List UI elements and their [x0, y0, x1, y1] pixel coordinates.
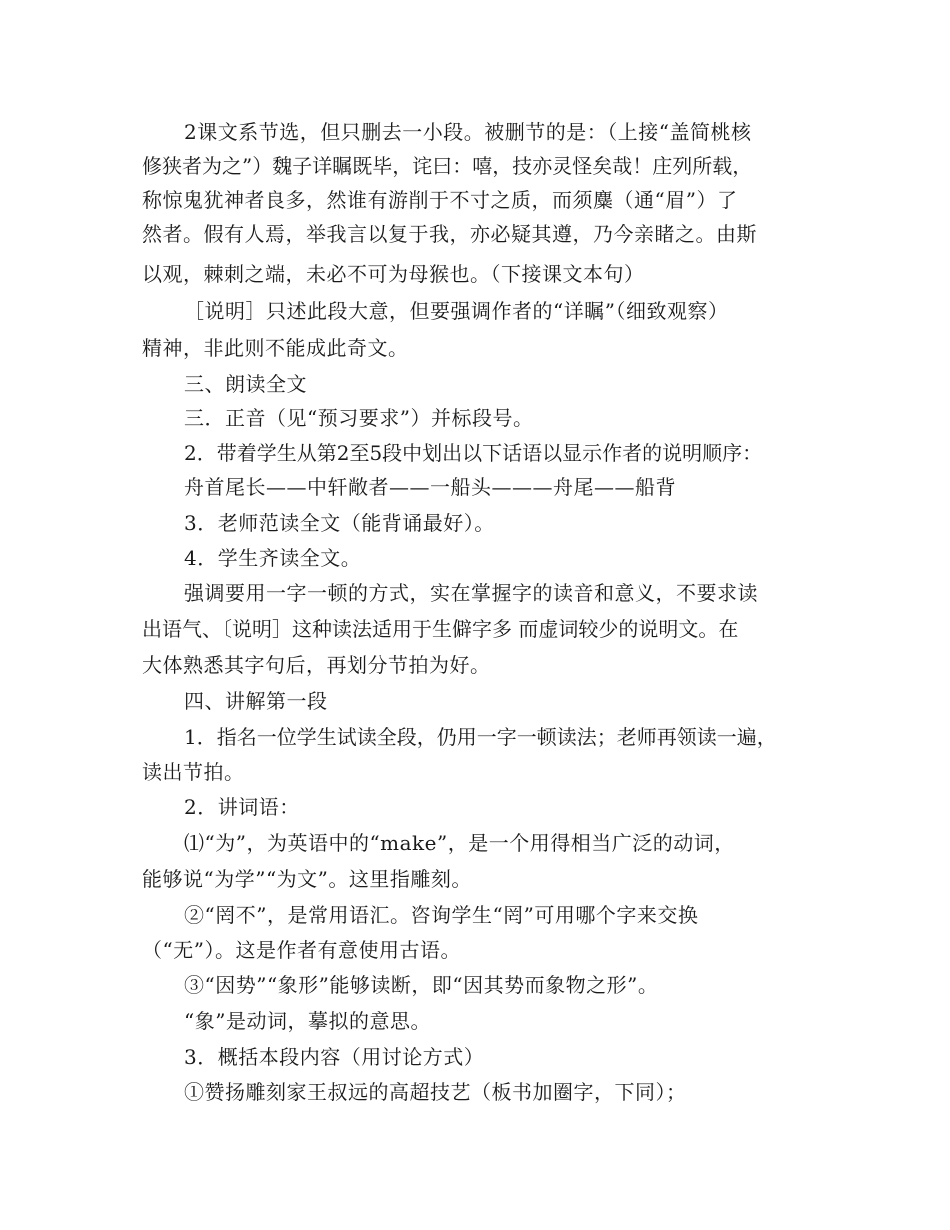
text-line: 强调要用一字一顿的方式，实在掌握字的读音和意义，不要求读 [184, 581, 758, 605]
text-line: 3．老师范读全文（能背诵最好）。 [184, 511, 495, 535]
text-line: 2．讲词语： [184, 795, 300, 819]
text-line: 读出节拍。 [142, 760, 245, 784]
text-line: “象”是动词，摹拟的意思。 [184, 1009, 431, 1033]
text-line: ①赞扬雕刻家王叔远的高超技艺（板书加圈字，下同）； [184, 1080, 687, 1104]
text-line: ⑴“为”，为英语中的“make”，是一个用得相当广泛的动词， [184, 831, 735, 855]
text-line: 三．正音（见“预习要求”）并标段号。 [184, 406, 534, 430]
text-line: （“无”）。这是作者有意使用古语。 [142, 938, 461, 962]
text-line: ②“罔不”，是常用语汇。咨询学生“罔”可用哪个字来交换 [184, 903, 699, 927]
text-line: ［说明］只述此段大意，但要强调作者的“详瞩”（细致观察） [184, 299, 729, 323]
text-line: 2．带着学生从第2至5段中划出以下话语以显示作者的说明顺序： [184, 441, 763, 465]
text-line: 1．指名一位学生试读全段，仍用一字一顿读法；老师再领读一遍， [184, 725, 777, 749]
text-line: 4．学生齐读全文。 [184, 546, 362, 570]
text-line: 舟首尾长——中轩敞者——一船头———舟尾——船背 [184, 475, 676, 499]
text-line: ③“因势”“象形”能够读断，即“因其势而象物之形”。 [184, 973, 659, 997]
section-heading: 三、朗读全文 [184, 372, 307, 396]
text-line: 然者。假有人焉，举我言以复于我，亦必疑其遵，乃今亲睹之。由斯 [142, 222, 757, 246]
text-line: 3．概括本段内容（用讨论方式） [184, 1045, 485, 1069]
text-line: 2课文系节选，但只删去一小段。被删节的是：（上接“盖简桃核 [184, 120, 752, 144]
text-line: 出语气、〔说明］这种读法适用于生僻字多 而虚词较少的说明文。在 [142, 617, 739, 641]
text-line: 大体熟悉其字句后，再划分节拍为好。 [142, 653, 491, 677]
text-line: 精神，非此则不能成此奇文。 [142, 336, 409, 360]
section-heading: 四、讲解第一段 [184, 689, 328, 713]
text-line: 能够说“为学”“为文”。这里指雕刻。 [142, 867, 472, 891]
text-line: 以观，棘刺之端，未必不可为母猴也。（下接课文本句） [142, 262, 645, 286]
text-line: 修狭者为之”）魏子详瞩既毕，诧曰：嘻，技亦灵怪矣哉！庄列所载， [142, 154, 753, 178]
text-line: 称惊鬼犹神者良多，然谁有游削于不寸之质，而须麋（通“眉”）了 [142, 188, 738, 212]
